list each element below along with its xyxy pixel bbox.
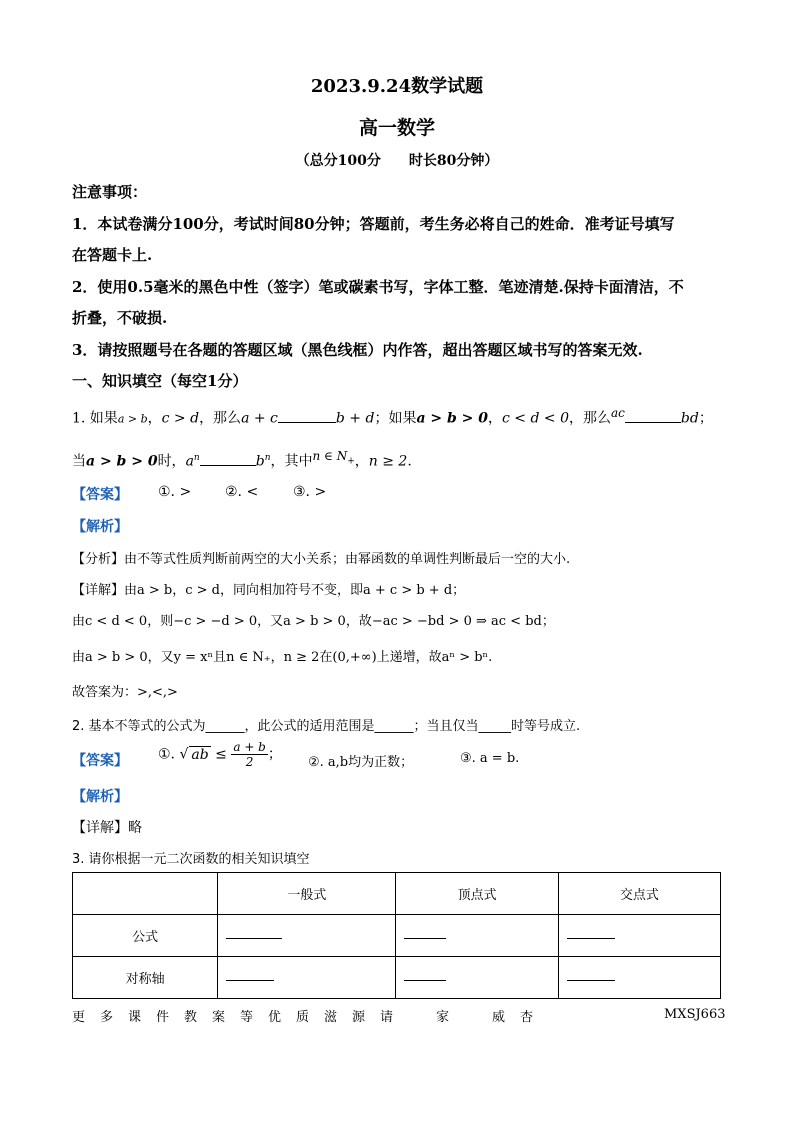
q2-detail: 【详解】略 bbox=[72, 820, 142, 836]
q1-blank-3[interactable] bbox=[200, 464, 256, 466]
table-blank[interactable] bbox=[226, 979, 274, 981]
table-header-cell: 一般式 bbox=[218, 873, 396, 915]
q1-end: ； bbox=[698, 410, 713, 427]
table-row bbox=[73, 915, 721, 957]
q1-answer-label: 【答案】 bbox=[72, 487, 128, 503]
q2-num: a + b bbox=[233, 740, 266, 754]
q3-table bbox=[72, 872, 721, 999]
q1-ncond-2: n ≥ 2 bbox=[368, 453, 408, 470]
q1-then: ，那么 bbox=[199, 410, 242, 427]
q1-expr-4: bd bbox=[680, 410, 699, 427]
q1-sep-3: ， bbox=[354, 453, 369, 470]
table-row-label: 公式 bbox=[73, 915, 218, 957]
q1-line-2 bbox=[72, 449, 412, 471]
q2-analysis-label: 【解析】 bbox=[72, 789, 128, 805]
q1-detail-1 bbox=[72, 579, 465, 598]
q2-den: 2 bbox=[245, 755, 254, 769]
q1-then-2: ，那么 bbox=[569, 410, 611, 427]
q1-cond-2: c > d bbox=[161, 410, 200, 427]
q1-ncond: n ∈ N bbox=[312, 449, 348, 463]
q2-ans-1-prefix: ①. bbox=[158, 746, 176, 763]
notice-line-1: 1．本试卷满分100分，考试时间80分钟；答题前，考生务必将自己的姓命．准考证号填写 bbox=[72, 215, 675, 233]
notice-line-2b: 折叠，不破损. bbox=[72, 309, 168, 327]
q1-when: 时， bbox=[157, 453, 186, 470]
notice-heading: 注意事项： bbox=[72, 183, 148, 201]
q1-a: a bbox=[185, 453, 194, 470]
q1-sep: ， bbox=[147, 410, 162, 427]
q1-final: 故答案为：>,<,> bbox=[72, 685, 178, 700]
q1-prefix: 1. 如果 bbox=[72, 410, 118, 427]
q1-cond-3: a > b > 0 bbox=[416, 410, 489, 427]
q2-ans-1-end: ； bbox=[267, 746, 282, 763]
table-header-cell bbox=[73, 873, 218, 915]
table-blank[interactable] bbox=[404, 979, 446, 981]
q2-sqrt: ab bbox=[191, 746, 209, 763]
exam-title: 2023.9.24数学试题 bbox=[310, 76, 484, 97]
q1-b-sup: n bbox=[264, 453, 271, 463]
footer-text: 更多课件教案等优质滋源请 家 威杏 bbox=[72, 1010, 549, 1025]
q1-sep-2: ， bbox=[488, 410, 503, 427]
q2-answer-label: 【答案】 bbox=[72, 753, 128, 769]
q1-a-sup: n bbox=[193, 453, 200, 463]
exam-subtitle: 高一数学 bbox=[358, 117, 435, 139]
table-blank[interactable] bbox=[567, 937, 615, 939]
q1-fenxi: 【分析】由不等式性质判断前两空的大小关系；由幂函数的单调性判断最后一空的大小. bbox=[72, 552, 571, 567]
table-row-label: 对称轴 bbox=[73, 957, 218, 999]
q1-expr-1: a + c bbox=[241, 410, 278, 427]
q1-ans-2: ②. < bbox=[225, 484, 259, 500]
section-heading: 一、知识填空（每空1分） bbox=[72, 372, 248, 390]
q1-cond-5: a > b > 0 bbox=[86, 453, 158, 470]
notice-line-3: 3．请按照题号在各题的答题区域（黑色线框）内作答，超出答题区域书写的答案无效. bbox=[72, 341, 643, 359]
table-header-cell: 交点式 bbox=[558, 873, 720, 915]
q1-mid: ；如果 bbox=[374, 410, 417, 427]
q1-dot: . bbox=[407, 453, 412, 470]
q1-expr-3: ac bbox=[611, 406, 625, 420]
q1-ans-1: ①. > bbox=[158, 484, 192, 500]
q2-ans-1: ①. √ ab ≤ $\frac{a + b}{2}$ ； bbox=[158, 740, 282, 769]
q1-line-1 bbox=[72, 406, 713, 428]
table-blank[interactable] bbox=[567, 979, 615, 981]
q1-plus: + bbox=[347, 456, 355, 467]
notice-line-2: 2．使用0.5毫米的黑色中性（签字）笔或碳素书写，字体工整．笔迹清楚.保持卡面清洁，不 bbox=[72, 278, 684, 296]
table-blank[interactable] bbox=[404, 937, 446, 939]
table-row bbox=[73, 957, 721, 999]
table-header-cell: 顶点式 bbox=[396, 873, 558, 915]
q1-ans-3: ③. > bbox=[293, 484, 327, 500]
notice-line-1b: 在答题卡上. bbox=[72, 246, 153, 264]
footer-code: MXSJ663 bbox=[664, 1007, 726, 1022]
q2-le: ≤ bbox=[215, 746, 227, 763]
q2-text: 2. 基本不等式的公式为______，此公式的适用范围是______；当且仅当_____时等号成立. bbox=[72, 719, 581, 734]
table-header-row bbox=[73, 873, 721, 915]
exam-meta: （总分100分 时长80分钟） bbox=[295, 153, 499, 169]
q1-detail-2: 由c < d < 0，则−c > −d > 0，又a > b > 0，故−ac > −bd > 0 ⇒ ac < bd； bbox=[72, 614, 555, 629]
q1-where: ，其中 bbox=[270, 453, 313, 470]
q3-text: 3. 请你根据一元二次函数的相关知识填空 bbox=[72, 852, 310, 867]
q1-when-prefix: 当 bbox=[72, 453, 86, 470]
q1-detail-label: 【详解】 bbox=[72, 583, 125, 598]
q1-blank-1[interactable] bbox=[278, 421, 336, 423]
q1-cond-4: c < d < 0 bbox=[502, 410, 569, 427]
q2-ans-2: ②. a,b均为正数； bbox=[308, 755, 414, 770]
q1-analysis-label: 【解析】 bbox=[72, 519, 128, 535]
q1-blank-2[interactable] bbox=[625, 421, 681, 423]
q1-b: b bbox=[255, 453, 265, 470]
q1-detail-3: 由a > b > 0，又y = xⁿ且n ∈ N₊，n ≥ 2在(0,+∞)上递增，故aⁿ > bⁿ. bbox=[72, 650, 493, 665]
q2-ans-3: ③. a = b. bbox=[460, 751, 520, 766]
q1-expr-2: b + d bbox=[335, 410, 375, 427]
q1-detail-1-text: 由a > b，c > d，同向相加符号不变，即a + c > b + d； bbox=[124, 583, 466, 598]
table-blank[interactable] bbox=[226, 937, 282, 939]
q1-cond-1: a > b bbox=[117, 412, 148, 426]
